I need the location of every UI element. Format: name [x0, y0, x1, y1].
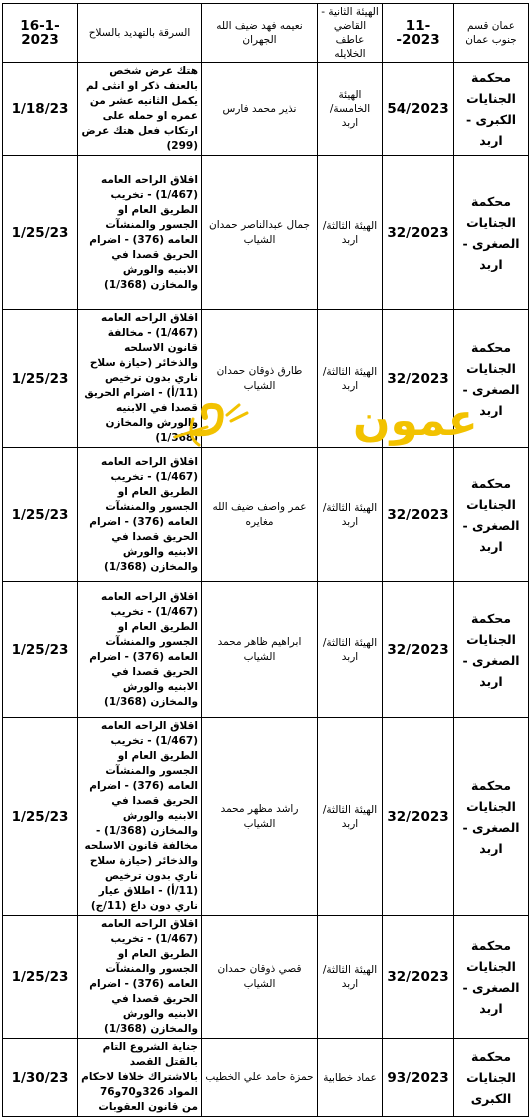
date-cell: 1/25/23: [3, 156, 78, 310]
charge-cell: اقلاق الراحه العامه (1/467) - تخريب الطريق العام او الجسور والمنشآت العامه (376) - اضرام الحريق قصدا في الابنيه والورش والمخازن (1/368): [78, 156, 202, 310]
court-cell: محكمة الجنايات الصغرى - اربد: [454, 448, 529, 582]
table-row: [3, 310, 529, 448]
court-cell: محكمة الجنايات الصغرى - اربد: [454, 718, 529, 916]
header-court: عمان قسم جنوب عمان: [454, 4, 529, 63]
table-row: [3, 448, 529, 582]
charge-cell: اقلاق الراحه العامه (1/467) - تخريب الطريق العام او الجسور والمنشآت العامه (376) - اضرام الحريق قصدا في الابنيه والورش والمخازن (1/368) - مخالفة قانون الاسلحه والذخائر (حيازة سلاح ناري بدون ترخيص (11/أ) - اطلاق عيار ناري دون داع (11/ج): [78, 718, 202, 916]
panel-cell: الهيئة الثالثة/ اربد: [318, 718, 383, 916]
name-cell: حمزة حامد علي الخطيب: [202, 1039, 318, 1117]
case-number-cell: 32/2023: [383, 582, 454, 718]
charge-cell: جناية الشروع التام بالقتل القصد بالاشتراك خلافا لاحكام المواد 326و70و76 من قانون العقوبات: [78, 1039, 202, 1117]
name-cell: عمر واصف ضيف الله مغايره: [202, 448, 318, 582]
case-number-cell: 93/2023: [383, 1039, 454, 1117]
cases-table: [2, 3, 529, 1117]
panel-cell: الهيئة الثالثة/ اربد: [318, 582, 383, 718]
panel-cell: الهيئة الثالثة/ اربد: [318, 448, 383, 582]
table-row: [3, 582, 529, 718]
charge-cell: اقلاق الراحه العامه (1/467) - تخريب الطريق العام او الجسور والمنشآت العامه (376) - اضرام الحريق قصدا في الابنيه والورش والمخازن (1/368): [78, 448, 202, 582]
name-cell: جمال عبدالناصر حمدان الشياب: [202, 156, 318, 310]
date-cell: 1/25/23: [3, 582, 78, 718]
header-panel: الهيئة الثانية - القاضي عاطف الخلايله: [318, 4, 383, 63]
case-number-cell: 32/2023: [383, 156, 454, 310]
charge-cell: هتك عرض شخص بالعنف ذكر او انثى لم يكمل الثانيه عشر من عمره او حمله على ارتكاب فعل هتك عرض (299): [78, 63, 202, 156]
court-cell: محكمة الجنايات الصغرى - اربد: [454, 156, 529, 310]
date-cell: 1/25/23: [3, 718, 78, 916]
date-cell: 1/25/23: [3, 448, 78, 582]
court-cell: محكمة الجنايات الكبرى - اربد: [454, 63, 529, 156]
court-cell: محكمة الجنايات الصغرى - اربد: [454, 310, 529, 448]
table-row: [3, 156, 529, 310]
panel-cell: عماد خطابية: [318, 1039, 383, 1117]
charge-cell: اقلاق الراحه العامه (1/467) - تخريب الطريق العام او الجسور والمنشآت العامه (376) - اضرام الحريق قصدا في الابنيه والورش والمخازن (1/368): [78, 916, 202, 1039]
case-number-cell: 54/2023: [383, 63, 454, 156]
court-cell: محكمة الجنايات الصغرى - اربد: [454, 916, 529, 1039]
case-number-cell: 32/2023: [383, 718, 454, 916]
table-row: [3, 1039, 529, 1117]
case-number-cell: 32/2023: [383, 916, 454, 1039]
case-number-cell: 32/2023: [383, 310, 454, 448]
charge-cell: اقلاق الراحه العامه (1/467) - تخريب الطريق العام او الجسور والمنشآت العامه (376) - اضرام الحريق قصدا في الابنيه والورش والمخازن (1/368): [78, 582, 202, 718]
panel-cell: الهيئة الثالثة/ اربد: [318, 310, 383, 448]
date-cell: 1/25/23: [3, 310, 78, 448]
name-cell: راشد مظهر محمد الشياب: [202, 718, 318, 916]
header-charge: السرقة بالتهديد بالسلاح: [78, 4, 202, 63]
header-case-no: 11--2023: [383, 4, 454, 63]
date-cell: 1/18/23: [3, 63, 78, 156]
panel-cell: الهيئة الثالثة/ اربد: [318, 916, 383, 1039]
table-row: [3, 63, 529, 156]
charge-cell: اقلاق الراحه العامه (1/467) - مخالفة قانون الاسلحه والذخائر (حيازة سلاح ناري بدون ترخيص (11/أ) - اضرام الحريق قصدا في الابنيه والورش والمخازن (1/368): [78, 310, 202, 448]
header-victim: نعيمه فهد ضيف الله الجهران: [202, 4, 318, 63]
name-cell: طارق ذوقان حمدان الشياب: [202, 310, 318, 448]
court-cell: محكمة الجنايات الكبرى: [454, 1039, 529, 1117]
date-cell: 1/30/23: [3, 1039, 78, 1117]
case-number-cell: 32/2023: [383, 448, 454, 582]
name-cell: قصي ذوقان حمدان الشياب: [202, 916, 318, 1039]
table-row: [3, 916, 529, 1039]
header-date: 16-1-2023: [3, 4, 78, 63]
court-cell: محكمة الجنايات الصغرى - اربد: [454, 582, 529, 718]
table-row: [3, 718, 529, 916]
watermark-text: عمون: [353, 395, 478, 446]
panel-cell: الهيئة الخامسة/ اربد: [318, 63, 383, 156]
date-cell: 1/25/23: [3, 916, 78, 1039]
name-cell: نذير محمد فارس: [202, 63, 318, 156]
panel-cell: الهيئة الثالثة/ اربد: [318, 156, 383, 310]
name-cell: ابراهيم ظاهر محمد الشياب: [202, 582, 318, 718]
header-row: [3, 4, 529, 63]
